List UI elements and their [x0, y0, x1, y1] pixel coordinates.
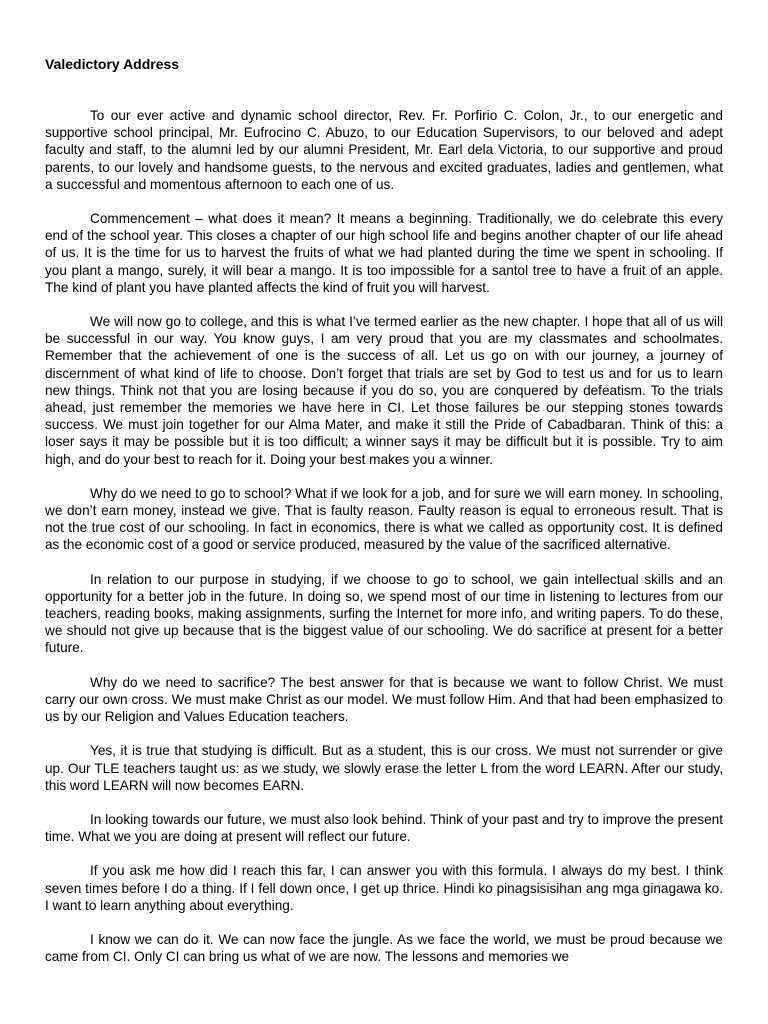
paragraph-sacrifice: Why do we need to sacrifice? The best answer for that is because we want to follow Christ. We must carry our own cross. We must make Christ as our model. We must follow Him. And that had been emphasized to us by our Religion and Values Education teachers. [45, 674, 723, 725]
paragraph-commencement: Commencement – what does it mean? It means a beginning. Traditionally, we do celebrate this every end of the school year. This closes a chapter of our high school life and begins another chapter of our life ahead of us. It is the time for us to harvest the fruits of what we had planted during the time we spent in schooling. If you plant a mango, surely, it will bear a mango. It is too impossible for a santol tree to have a fruit of an apple. The kind of plant you have planted affects the kind of fruit you will harvest. [45, 211, 723, 295]
paragraph-closing: I know we can do it. We can now face the jungle. As we face the world, we must be proud because we came from CI. Only CI can bring us what of we are now. The lessons and memories we [45, 931, 723, 965]
paragraph-purpose: In relation to our purpose in studying, if we choose to go to school, we gain intellectual skills and an opportunity for a better job in the future. In doing so, we spend most of our time in listening to lectures from our teachers, reading books, making assignments, surfing the Internet for more info, and writing papers. To do these, we should not give up because that is the biggest value of our schooling. We do sacrifice at present for a better future. [45, 571, 723, 656]
paragraph-cross: Yes, it is true that studying is difficult. But as a student, this is our cross. We must not surrender or give up. Our TLE teachers taught us: as we study, we slowly erase the letter L from the word LEARN. After our study, this word LEARN will now becomes EARN. [45, 743, 723, 793]
paragraph-salutation: To our ever active and dynamic school director, Rev. Fr. Porfirio C. Colon, Jr., to our energetic and supportive school principal, Mr. Eufrocino C. Abuzo, to our Education Supervisors, to our beloved and adept faculty and staff, to the alumni led by our alumni President, Mr. Earl dela Victoria, to our supportive and proud parents, to our lovely and handsome guests, to the nervous and excited graduates, ladies and gentlemen, what a successful and momentous afternoon to each one of us. [45, 108, 723, 192]
paragraph-formula: If you ask me how did I reach this far, I can answer you with this formula. I always do my best. I think seven times before I do a thing. If I fell down once, I get up thrice. Hindi ko pinagsisisihan ang mga ginagawa ko. I want to learn anything about everything. [45, 863, 723, 913]
paragraph-future: In looking towards our future, we must also look behind. Think of your past and try to improve the present time. What we you are doing at present will reflect our future. [45, 811, 723, 845]
paragraph-why-school: Why do we need to go to school? What if we look for a job, and for sure we will earn money. In schooling, we don’t earn money, instead we give. That is faulty reason. Faulty reason is equal to erroneous result. That is not the true cost of our schooling. In fact in economics, there is what we called as opportunity cost. It is defined as the economic cost of a good or service produced, measured by the value of the sacrificed alternative. [45, 485, 723, 553]
paragraph-college: We will now go to college, and this is what I’ve termed earlier as the new chapter. I hope that all of us will be successful in our way. You know guys, I am very proud that you are my classmates and schoolmates. Remember that the achievement of one is the success of all. Let us go on with our journey, a journey of discernment of what kind of life to choose. Don’t forget that trials are set by God to test us and for us to learn new things. Think not that you are losing because if you do so, you are conquered by defeatism. To the trials ahead, just remember the memories we have here in CI. Let those failures be our stepping stones towards success. We must join together for our Alma Mater, and make it still the Pride of Cabadbaran. Think of this: a loser says it may be possible but it is too difficult; a winner says it may be difficult but it is possible. Try to aim high, and do your best to reach for it. Doing your best makes you a winner. [45, 314, 723, 467]
document-title: Valedictory Address [45, 56, 180, 72]
